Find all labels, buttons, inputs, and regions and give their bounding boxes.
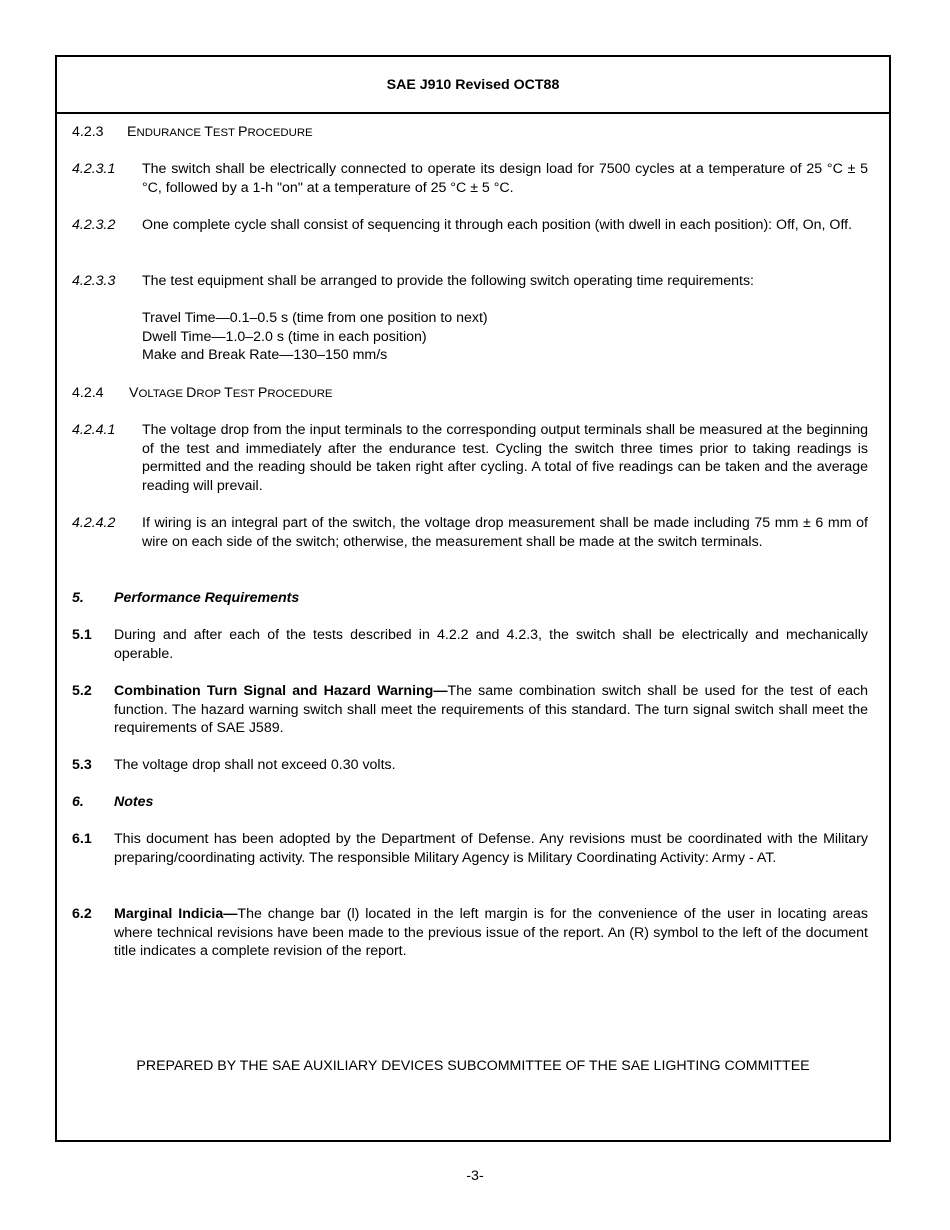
document-header: SAE J910 Revised OCT88 [57, 57, 889, 114]
section-number: 5.3 [72, 757, 92, 773]
paragraph-text: If wiring is an integral part of the switch, the voltage drop measurement shall be made including 75 mm ± 6 mm of wire on each side of the switch; otherwise, the measurement shall be made at the switch terminals. [142, 515, 868, 550]
section-number: 4.2.3.3 [72, 273, 116, 289]
section-number: 5. [72, 590, 84, 606]
section-number: 6.1 [72, 831, 92, 847]
section-number: 4.2.4 [72, 385, 104, 401]
paragraph-lead: Marginal Indicia— [114, 906, 238, 922]
section-number: 4.2.3 [72, 124, 104, 140]
prepared-by-statement: PREPARED BY THE SAE AUXILIARY DEVICES SUBCOMMITTEE OF THE SAE LIGHTING COMMITTEE [136, 1058, 810, 1074]
section-title: Performance Requirements [114, 590, 300, 606]
paragraph-text: The voltage drop shall not exceed 0.30 volts. [114, 757, 396, 773]
paragraph-text: The test equipment shall be arranged to provide the following switch operating time requirements: [142, 273, 754, 289]
section-number: 4.2.4.1 [72, 422, 116, 438]
list-item-dwell-time: Dwell Time—1.0–2.0 s (time in each position) [142, 328, 427, 345]
paragraph-text: The switch shall be electrically connected to operate its design load for 7500 cycles at a temperature of 25 °C ± 5 °C, followed by a 1-h "on" at a temperature of 25 °C ± 5 °C. [142, 161, 868, 196]
section-title: ENDURANCE TEST PROCEDURE [127, 124, 313, 140]
section-number: 6. [72, 794, 84, 810]
list-item-travel-time: Travel Time—0.1–0.5 s (time from one position to next) [142, 310, 488, 326]
section-title: Notes [114, 794, 154, 810]
section-title: VOLTAGE DROP TEST PROCEDURE [129, 385, 333, 401]
list-item-make-break-rate: Make and Break Rate—130–150 mm/s [142, 347, 388, 363]
section-number: 4.2.3.2 [72, 217, 116, 233]
paragraph-lead: Combination Turn Signal and Hazard Warning— [114, 683, 448, 699]
section-number: 6.2 [72, 906, 92, 922]
section-number: 4.2.4.2 [72, 515, 116, 531]
document-frame [55, 55, 891, 1142]
paragraph-text: The voltage drop from the input terminals to the corresponding output terminals shall be measured at the beginning of the test and immediately after the endurance test. Cycling the switch three times prior to taking readings is permitted and the reading should be taken right after cycling. A total of five readings can be taken and the average reading will prevail. [142, 422, 868, 494]
paragraph-text: Marginal Indicia—The change bar (l) located in the left margin is for the convenience of the user in locating areas where technical revisions have been made to the previous issue of the report. An (R) symbol to the left of the document title indicates a complete revision of the report. [114, 906, 868, 959]
paragraph-text: One complete cycle shall consist of sequencing it through each position (with dwell in each position): Off, On, Off. [142, 217, 853, 233]
page-number: -3- [466, 1168, 484, 1184]
paragraph-text: This document has been adopted by the Department of Defense. Any revisions must be coordinated with the Military preparing/coordinating activity. The responsible Military Agency is Military Coordinating Activity: Army - AT. [114, 831, 868, 866]
paragraph-text: Combination Turn Signal and Hazard Warning—The same combination switch shall be used for the test of each function. The hazard warning switch shall meet the requirements of this standard. The turn signal switch shall meet the requirements of SAE J589. [114, 683, 868, 736]
paragraph-text: During and after each of the tests described in 4.2.2 and 4.2.3, the switch shall be electrically and mechanically operable. [114, 627, 868, 662]
section-number: 5.2 [72, 683, 92, 699]
section-number: 5.1 [72, 627, 92, 643]
section-number: 4.2.3.1 [72, 161, 116, 177]
